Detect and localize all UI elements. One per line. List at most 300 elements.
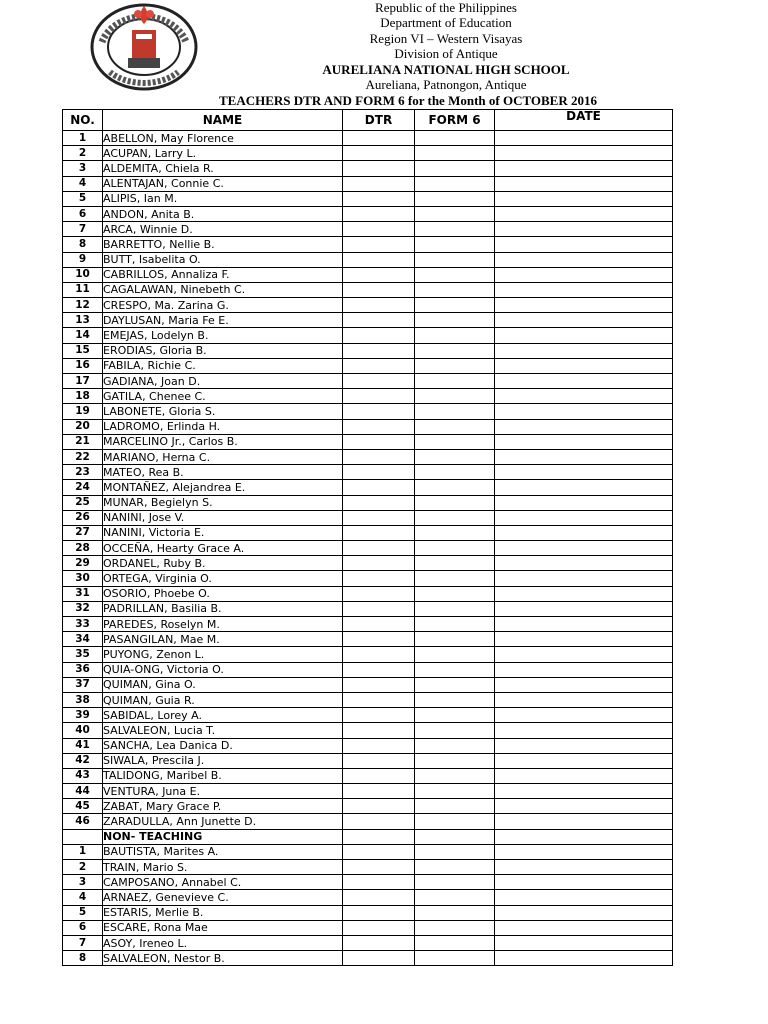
row-number: 40 (63, 723, 103, 738)
non-teaching-section-row (63, 829, 673, 844)
non-teaching-row (63, 875, 673, 890)
col-header-form6: FORM 6 (415, 110, 495, 131)
dtr-cell (343, 313, 415, 328)
row-number: 34 (63, 632, 103, 647)
row-name: CAGALAWAN, Ninebeth C. (103, 282, 343, 297)
row-number: 13 (63, 313, 103, 328)
row-name: BUTT, Isabelita O. (103, 252, 343, 267)
form6-cell (415, 404, 495, 419)
teacher-row (63, 282, 673, 297)
row-name: SABIDAL, Lorey A. (103, 708, 343, 723)
dtr-cell (343, 131, 415, 146)
form6-cell (415, 875, 495, 890)
date-cell (495, 784, 673, 799)
teacher-row (63, 313, 673, 328)
blank-cell (343, 829, 415, 844)
dtr-cell (343, 419, 415, 434)
row-number: 45 (63, 799, 103, 814)
form6-cell (415, 844, 495, 859)
form6-cell (415, 617, 495, 632)
dtr-cell (343, 146, 415, 161)
row-name: ALDEMITA, Chiela R. (103, 161, 343, 176)
republic-line: Republic of the Philippines (375, 0, 517, 15)
row-name: PADRILLAN, Basilia B. (103, 601, 343, 616)
form6-cell (415, 525, 495, 540)
row-number: 10 (63, 267, 103, 282)
row-number: 18 (63, 389, 103, 404)
teacher-row (63, 571, 673, 586)
form6-cell (415, 708, 495, 723)
form6-cell (415, 131, 495, 146)
dtr-cell (343, 601, 415, 616)
teacher-row (63, 343, 673, 358)
row-number: 38 (63, 692, 103, 707)
dtr-cell (343, 298, 415, 313)
form6-cell (415, 738, 495, 753)
teacher-row (63, 632, 673, 647)
form6-cell (415, 799, 495, 814)
row-number: 37 (63, 677, 103, 692)
dtr-cell (343, 267, 415, 282)
row-name: GATILA, Chenee C. (103, 389, 343, 404)
teacher-row (63, 434, 673, 449)
form6-cell (415, 495, 495, 510)
row-name: EMEJAS, Lodelyn B. (103, 328, 343, 343)
form6-cell (415, 252, 495, 267)
dtr-cell (343, 890, 415, 905)
form6-cell (415, 176, 495, 191)
row-name: LADROMO, Erlinda H. (103, 419, 343, 434)
date-cell (495, 890, 673, 905)
row-number: 3 (63, 875, 103, 890)
dtr-cell (343, 632, 415, 647)
row-name: ABELLON, May Florence (103, 131, 343, 146)
school-address: Aureliana, Patnongon, Antique (365, 77, 527, 93)
letterhead (250, 0, 642, 92)
row-name: TALIDONG, Maribel B. (103, 768, 343, 783)
date-cell (495, 601, 673, 616)
row-number: 36 (63, 662, 103, 677)
teacher-row (63, 146, 673, 161)
row-number: 32 (63, 601, 103, 616)
row-number: 16 (63, 358, 103, 373)
date-cell (495, 374, 673, 389)
dtr-cell (343, 738, 415, 753)
col-header-dtr: DTR (343, 110, 415, 131)
teacher-row (63, 191, 673, 206)
date-cell (495, 768, 673, 783)
row-name: QUIMAN, Gina O. (103, 677, 343, 692)
row-number: 46 (63, 814, 103, 829)
dtr-cell (343, 389, 415, 404)
teacher-row (63, 237, 673, 252)
row-number: 31 (63, 586, 103, 601)
row-number: 9 (63, 252, 103, 267)
row-number: 7 (63, 935, 103, 950)
dtr-cell (343, 449, 415, 464)
non-teaching-row (63, 860, 673, 875)
teacher-row (63, 814, 673, 829)
row-number: 1 (63, 131, 103, 146)
row-name: CRESPO, Ma. Zarina G. (103, 298, 343, 313)
date-cell (495, 799, 673, 814)
teacher-row (63, 768, 673, 783)
row-name: NANINI, Jose V. (103, 510, 343, 525)
dtr-cell (343, 222, 415, 237)
row-name: ARNAEZ, Genevieve C. (103, 890, 343, 905)
row-number: 8 (63, 237, 103, 252)
teacher-row (63, 449, 673, 464)
row-name: ESTARIS, Merlie B. (103, 905, 343, 920)
row-name: ALENTAJAN, Connie C. (103, 176, 343, 191)
row-name: PAREDES, Roselyn M. (103, 617, 343, 632)
date-cell (495, 738, 673, 753)
row-number: 25 (63, 495, 103, 510)
row-name: SALVALEON, Lucia T. (103, 723, 343, 738)
non-teaching-row (63, 951, 673, 966)
row-name: ASOY, Ireneo L. (103, 935, 343, 950)
form6-cell (415, 753, 495, 768)
date-cell (495, 541, 673, 556)
teacher-row (63, 480, 673, 495)
school-name: AURELIANA NATIONAL HIGH SCHOOL (322, 61, 570, 77)
date-cell (495, 905, 673, 920)
teacher-row (63, 161, 673, 176)
form6-cell (415, 814, 495, 829)
form6-cell (415, 586, 495, 601)
date-cell (495, 723, 673, 738)
date-cell (495, 708, 673, 723)
row-number: 2 (63, 860, 103, 875)
date-cell (495, 343, 673, 358)
date-cell (495, 252, 673, 267)
teacher-row (63, 374, 673, 389)
row-name: MARCELINO Jr., Carlos B. (103, 434, 343, 449)
row-name: GADIANA, Joan D. (103, 374, 343, 389)
date-cell (495, 237, 673, 252)
form6-cell (415, 662, 495, 677)
dtr-cell (343, 465, 415, 480)
teacher-row (63, 419, 673, 434)
row-number: 28 (63, 541, 103, 556)
row-number: 39 (63, 708, 103, 723)
date-cell (495, 282, 673, 297)
school-seal-logo (88, 2, 200, 92)
form6-cell (415, 282, 495, 297)
dtr-cell (343, 237, 415, 252)
dtr-cell (343, 328, 415, 343)
form6-cell (415, 768, 495, 783)
teacher-row (63, 647, 673, 662)
row-name: LABONETE, Gloria S. (103, 404, 343, 419)
row-name: ORTEGA, Virginia O. (103, 571, 343, 586)
date-cell (495, 358, 673, 373)
dtr-cell (343, 510, 415, 525)
date-cell (495, 222, 673, 237)
teacher-row (63, 328, 673, 343)
form6-cell (415, 677, 495, 692)
date-cell (495, 146, 673, 161)
row-name: MATEO, Rea B. (103, 465, 343, 480)
form6-cell (415, 480, 495, 495)
row-number: 33 (63, 617, 103, 632)
teacher-row (63, 465, 673, 480)
form6-cell (415, 389, 495, 404)
form6-cell (415, 784, 495, 799)
row-number: 42 (63, 753, 103, 768)
form6-cell (415, 313, 495, 328)
non-teaching-label: NON- TEACHING (103, 829, 343, 844)
blank-cell (495, 829, 673, 844)
row-name: NANINI, Victoria E. (103, 525, 343, 540)
dtr-cell (343, 768, 415, 783)
date-cell (495, 556, 673, 571)
form6-cell (415, 237, 495, 252)
date-cell (495, 662, 673, 677)
row-name: CAMPOSANO, Annabel C. (103, 875, 343, 890)
form6-cell (415, 951, 495, 966)
dtr-cell (343, 753, 415, 768)
form6-cell (415, 267, 495, 282)
form6-cell (415, 601, 495, 616)
form6-cell (415, 935, 495, 950)
date-cell (495, 267, 673, 282)
row-number: 8 (63, 951, 103, 966)
row-number: 19 (63, 404, 103, 419)
row-name: OSORIO, Phoebe O. (103, 586, 343, 601)
teacher-row (63, 206, 673, 221)
teacher-row (63, 753, 673, 768)
dtr-cell (343, 343, 415, 358)
row-number: 6 (63, 920, 103, 935)
row-name: BAUTISTA, Marites A. (103, 844, 343, 859)
blank-cell (415, 829, 495, 844)
non-teaching-row (63, 920, 673, 935)
date-cell (495, 677, 673, 692)
date-cell (495, 389, 673, 404)
table-body (63, 131, 673, 966)
dtr-cell (343, 206, 415, 221)
row-number: 44 (63, 784, 103, 799)
dtr-cell (343, 161, 415, 176)
dtr-cell (343, 571, 415, 586)
row-number: 4 (63, 176, 103, 191)
non-teaching-row (63, 935, 673, 950)
dtr-cell (343, 708, 415, 723)
row-number: 7 (63, 222, 103, 237)
dtr-cell (343, 176, 415, 191)
teacher-row (63, 541, 673, 556)
row-name: DAYLUSAN, Maria Fe E. (103, 313, 343, 328)
dtr-cell (343, 951, 415, 966)
col-header-no: NO. (63, 110, 103, 131)
row-number: 30 (63, 571, 103, 586)
form6-cell (415, 419, 495, 434)
row-name: ERODIAS, Gloria B. (103, 343, 343, 358)
dtr-cell (343, 434, 415, 449)
date-cell (495, 753, 673, 768)
row-name: ESCARE, Rona Mae (103, 920, 343, 935)
dtr-cell (343, 191, 415, 206)
dtr-cell (343, 495, 415, 510)
teacher-row (63, 738, 673, 753)
non-teaching-row (63, 890, 673, 905)
row-name: QUIMAN, Guia R. (103, 692, 343, 707)
row-number: 4 (63, 890, 103, 905)
date-cell (495, 632, 673, 647)
form6-cell (415, 146, 495, 161)
dtr-cell (343, 844, 415, 859)
form6-cell (415, 222, 495, 237)
date-cell (495, 510, 673, 525)
date-cell (495, 920, 673, 935)
teachers-dtr-table (62, 109, 673, 966)
date-cell (495, 176, 673, 191)
row-name: ZARADULLA, Ann Junette D. (103, 814, 343, 829)
teacher-row (63, 298, 673, 313)
row-number: 20 (63, 419, 103, 434)
row-number: 21 (63, 434, 103, 449)
blank-cell (63, 829, 103, 844)
row-name: ACUPAN, Larry L. (103, 146, 343, 161)
date-cell (495, 404, 673, 419)
dtr-cell (343, 282, 415, 297)
row-number: 17 (63, 374, 103, 389)
form6-cell (415, 890, 495, 905)
row-number: 29 (63, 556, 103, 571)
teacher-row (63, 784, 673, 799)
form6-cell (415, 191, 495, 206)
dtr-cell (343, 556, 415, 571)
row-name: CABRILLOS, Annaliza F. (103, 267, 343, 282)
teacher-row (63, 252, 673, 267)
row-name: ALIPIS, Ian M. (103, 191, 343, 206)
row-name: ORDANEL, Ruby B. (103, 556, 343, 571)
teacher-row (63, 677, 673, 692)
date-cell (495, 434, 673, 449)
dtr-cell (343, 784, 415, 799)
dtr-cell (343, 875, 415, 890)
teacher-row (63, 267, 673, 282)
date-cell (495, 131, 673, 146)
dtr-cell (343, 586, 415, 601)
dtr-cell (343, 677, 415, 692)
dtr-cell (343, 723, 415, 738)
row-name: PASANGILAN, Mae M. (103, 632, 343, 647)
region-line: Region VI – Western Visayas (369, 30, 523, 46)
teacher-row (63, 131, 673, 146)
teacher-row (63, 586, 673, 601)
dtr-cell (343, 617, 415, 632)
row-number: 35 (63, 647, 103, 662)
row-number: 5 (63, 905, 103, 920)
department-line: Department of Education (380, 15, 512, 31)
form6-cell (415, 358, 495, 373)
row-name: QUIA-ONG, Victoria O. (103, 662, 343, 677)
date-cell (495, 692, 673, 707)
form6-cell (415, 343, 495, 358)
row-number: 3 (63, 161, 103, 176)
teacher-row (63, 222, 673, 237)
date-cell (495, 313, 673, 328)
form6-cell (415, 510, 495, 525)
date-cell (495, 419, 673, 434)
row-number: 23 (63, 465, 103, 480)
date-cell (495, 647, 673, 662)
row-number: 2 (63, 146, 103, 161)
date-cell (495, 571, 673, 586)
col-header-name: NAME (103, 110, 343, 131)
date-cell (495, 161, 673, 176)
form6-cell (415, 541, 495, 556)
date-cell (495, 298, 673, 313)
row-number: 15 (63, 343, 103, 358)
row-number: 6 (63, 206, 103, 221)
form6-cell (415, 434, 495, 449)
teacher-row (63, 176, 673, 191)
teacher-row (63, 358, 673, 373)
row-number: 41 (63, 738, 103, 753)
date-cell (495, 844, 673, 859)
form6-cell (415, 465, 495, 480)
teacher-row (63, 662, 673, 677)
teacher-row (63, 510, 673, 525)
row-number: 1 (63, 844, 103, 859)
form6-cell (415, 571, 495, 586)
row-number: 27 (63, 525, 103, 540)
teacher-row (63, 525, 673, 540)
non-teaching-row (63, 905, 673, 920)
date-cell (495, 480, 673, 495)
dtr-cell (343, 814, 415, 829)
date-cell (495, 860, 673, 875)
date-cell (495, 191, 673, 206)
form6-cell (415, 298, 495, 313)
form6-cell (415, 860, 495, 875)
date-cell (495, 495, 673, 510)
row-name: VENTURA, Juna E. (103, 784, 343, 799)
dtr-cell (343, 541, 415, 556)
teacher-row (63, 799, 673, 814)
date-cell (495, 814, 673, 829)
form6-cell (415, 374, 495, 389)
teacher-row (63, 692, 673, 707)
row-name: SANCHA, Lea Danica D. (103, 738, 343, 753)
dtr-cell (343, 935, 415, 950)
row-number: 43 (63, 768, 103, 783)
dtr-cell (343, 404, 415, 419)
non-teaching-row (63, 844, 673, 859)
row-number: 22 (63, 449, 103, 464)
teacher-row (63, 404, 673, 419)
row-name: PUYONG, Zenon L. (103, 647, 343, 662)
form6-cell (415, 723, 495, 738)
row-name: BARRETTO, Nellie B. (103, 237, 343, 252)
col-header-date: DATE (495, 110, 673, 131)
dtr-cell (343, 662, 415, 677)
row-name: ANDON, Anita B. (103, 206, 343, 221)
teacher-row (63, 723, 673, 738)
teacher-row (63, 617, 673, 632)
row-number: 14 (63, 328, 103, 343)
teacher-row (63, 601, 673, 616)
date-cell (495, 449, 673, 464)
table-header-row (63, 110, 673, 131)
date-cell (495, 951, 673, 966)
row-number: 5 (63, 191, 103, 206)
date-cell (495, 328, 673, 343)
dtr-cell (343, 905, 415, 920)
